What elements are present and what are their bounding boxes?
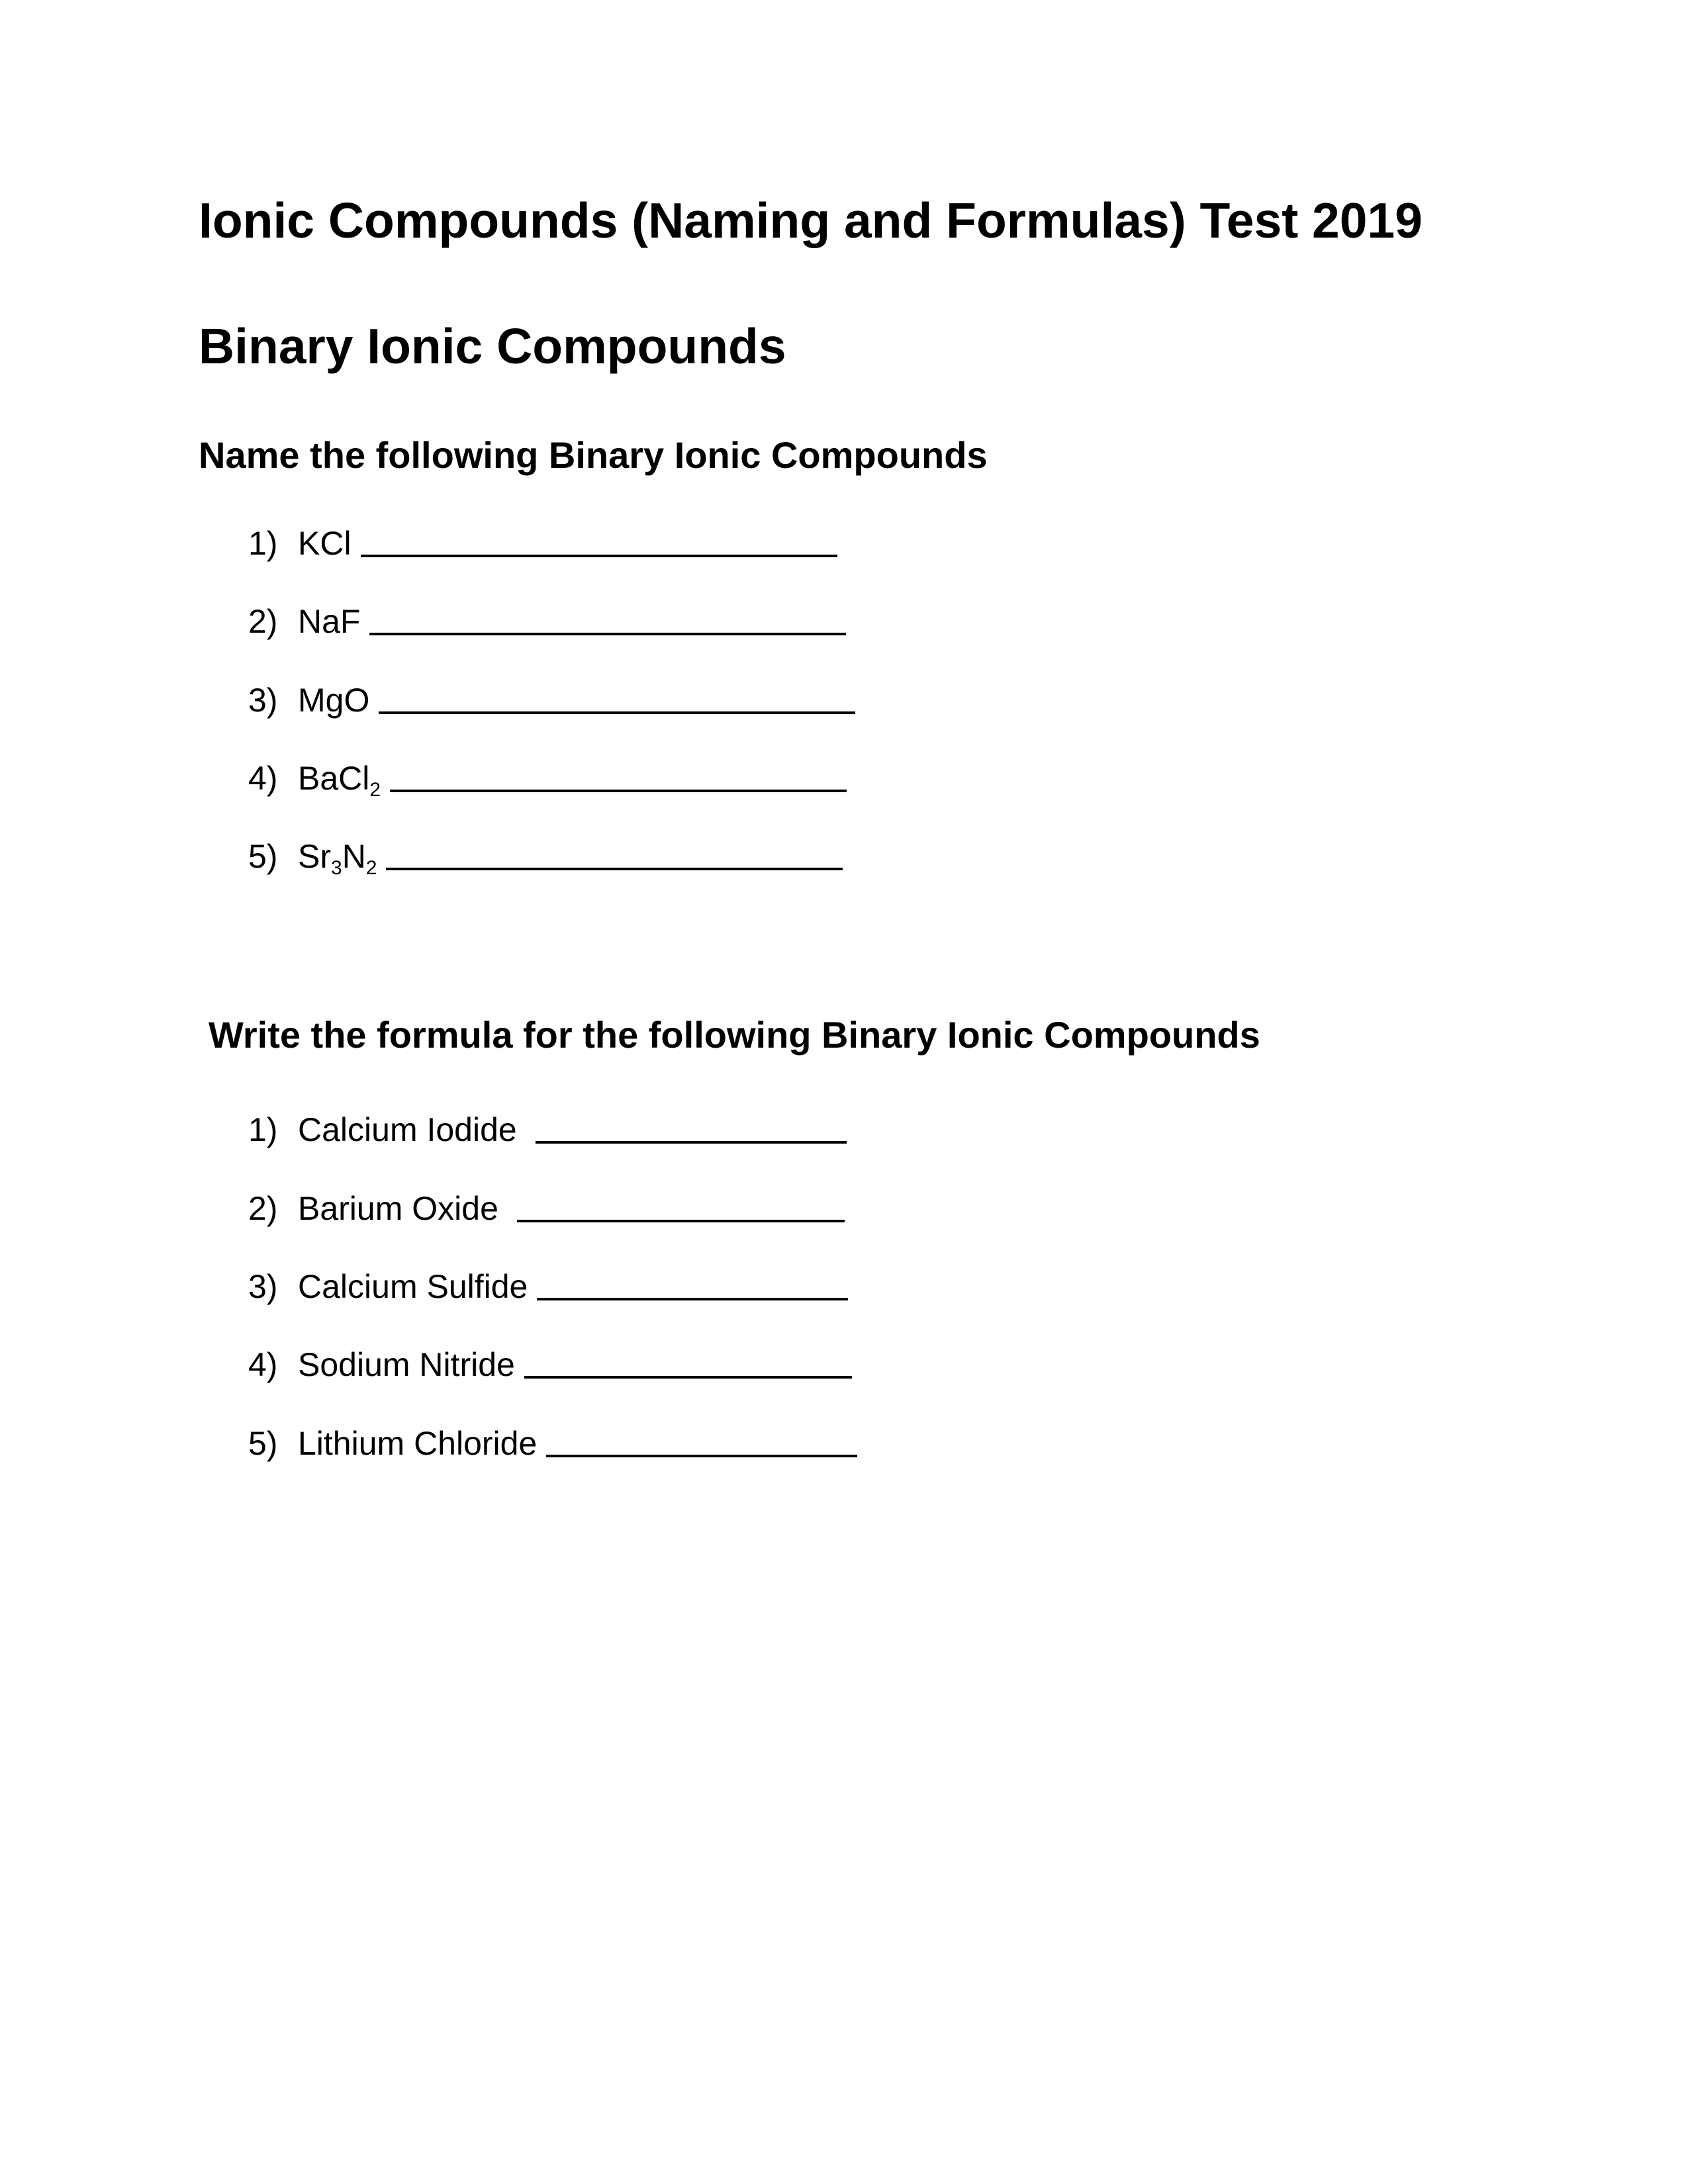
answer-blank[interactable] xyxy=(390,790,847,792)
answer-blank[interactable] xyxy=(524,1376,852,1379)
formula-text xyxy=(298,760,381,801)
formula-heading: Write the formula for the following Binary Ionic Compounds xyxy=(209,1014,1260,1056)
question-number: 3) xyxy=(248,682,278,719)
answer-blank[interactable] xyxy=(537,1298,848,1300)
formula-symbols: N xyxy=(342,838,366,875)
page-title: Ionic Compounds (Naming and Formulas) Test 2019 xyxy=(199,193,1423,248)
formula-text: KCl xyxy=(298,525,352,562)
question-number: 5) xyxy=(248,1425,278,1462)
answer-blank[interactable] xyxy=(517,1220,845,1222)
naming-heading: Name the following Binary Ionic Compounds xyxy=(199,434,988,476)
compound-name: Calcium Sulfide xyxy=(298,1268,528,1305)
formula-symbols: BaCl xyxy=(298,760,370,797)
question-number: 4) xyxy=(248,1346,278,1383)
formula-question-4 xyxy=(248,1348,852,1381)
question-number: 2) xyxy=(248,1190,278,1227)
answer-blank[interactable] xyxy=(379,711,855,714)
formula-subscript: 2 xyxy=(365,857,377,879)
answer-blank[interactable] xyxy=(546,1455,857,1457)
formula-symbols: Sr xyxy=(298,838,331,875)
section-title: Binary Ionic Compounds xyxy=(199,318,786,374)
naming-question-4 xyxy=(248,760,847,801)
formula-text: NaF xyxy=(298,603,361,640)
answer-blank[interactable] xyxy=(386,868,843,870)
naming-question-3 xyxy=(248,684,855,717)
formula-subscript: 2 xyxy=(369,779,381,801)
naming-question-5 xyxy=(248,838,843,879)
formula-question-3 xyxy=(248,1270,848,1303)
naming-question-2 xyxy=(248,605,846,638)
compound-name: Sodium Nitride xyxy=(298,1346,515,1383)
question-number: 2) xyxy=(248,603,278,640)
answer-blank[interactable] xyxy=(536,1141,847,1144)
formula-text: MgO xyxy=(298,682,370,719)
question-number: 1) xyxy=(248,525,278,562)
answer-blank[interactable] xyxy=(361,555,837,557)
formula-question-1 xyxy=(248,1113,847,1146)
question-number: 1) xyxy=(248,1111,278,1148)
formula-text xyxy=(298,838,377,879)
formula-question-2 xyxy=(248,1192,845,1225)
question-number: 5) xyxy=(248,838,278,875)
question-number: 4) xyxy=(248,760,278,797)
formula-subscript: 3 xyxy=(331,857,342,879)
answer-blank[interactable] xyxy=(369,633,846,635)
formula-question-5 xyxy=(248,1427,857,1460)
question-number: 3) xyxy=(248,1268,278,1305)
compound-name: Calcium Iodide xyxy=(298,1111,517,1148)
compound-name: Barium Oxide xyxy=(298,1190,498,1227)
naming-question-1 xyxy=(248,527,837,560)
compound-name: Lithium Chloride xyxy=(298,1425,538,1462)
